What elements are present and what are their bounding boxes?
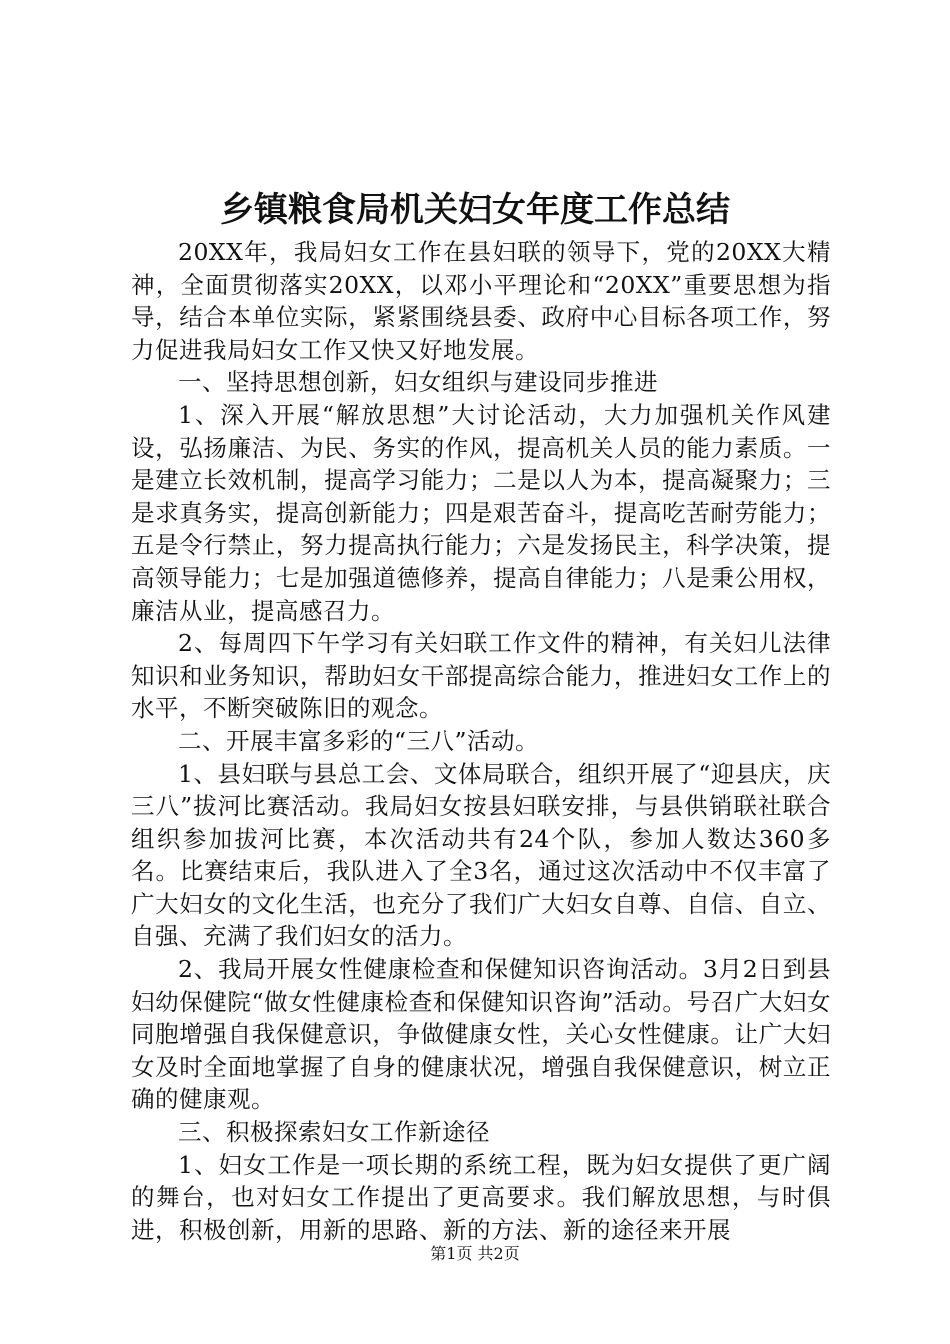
document-title: 乡镇粮食局机关妇女年度工作总结 xyxy=(220,190,730,230)
section-heading: 二、开展丰富多彩的“三八”活动。 xyxy=(178,726,540,755)
body-paragraph: 1、深入开展“解放思想”大讨论活动，大力加强机关作风建设，弘扬廉洁、为民、务实的作风，提高机关人员的能力素质。一是建立长效机制，提高学习能力；二是以人为本，提高凝聚力；三是求真务实，提高创新能力；四是艰苦奋斗，提高吃苦耐劳能力；五是令行禁止，努力提高执行能力；六是发扬民主，科学决策，提高领导能力；七是加强道德修养，提高自律能力；八是秉公用权，廉洁从业，提高感召力。 xyxy=(131,400,831,625)
document-body xyxy=(131,236,831,1246)
body-paragraph: 1、妇女工作是一项长期的系统工程，既为妇女提供了更广阔的舞台，也对妇女工作提出了更高要求。我们解放思想，与时俱进，积极创新，用新的思路、新的方法、新的途径来开展 xyxy=(131,1150,831,1244)
section-heading: 一、坚持思想创新，妇女组织与建设同步推进 xyxy=(178,368,658,397)
body-paragraph: 2、每周四下午学习有关妇联工作文件的精神，有关妇儿法律知识和业务知识，帮助妇女干部提高综合能力，推进妇女工作上的水平，不断突破陈旧的观念。 xyxy=(131,629,831,723)
section-heading: 三、积极探索妇女工作新途径 xyxy=(178,1118,490,1147)
body-paragraph: 2、我局开展女性健康检查和保健知识咨询活动。3月2日到县妇幼保健院“做女性健康检查和保健知识咨询”活动。号召广大妇女同胞增强自我保健意识，争做健康女性，关心女性健康。让广大妇女及时全面地掌握了自身的健康状况，增强自我保健意识，树立正确的健康观。 xyxy=(131,955,831,1114)
body-paragraph: 1、县妇联与县总工会、文体局联合，组织开展了“迎县庆，庆三八”拔河比赛活动。我局妇女按县妇联安排，与县供销联社联合组织参加拔河比赛，本次活动共有24个队，参加人数达360多名。比赛结束后，我队进入了全3名，通过这次活动中不仅丰富了广大妇女的文化生活，也充分了我们广大妇女自尊、自信、自立、自强、充满了我们妇女的活力。 xyxy=(131,759,831,951)
body-paragraph: 20XX年，我局妇女工作在县妇联的领导下，党的20XX大精神，全面贯彻落实20XX，以邓小平理论和“20XX”重要思想为指导，结合本单位实际，紧紧围绕县委、政府中心目标各项工作，努力促进我局妇女工作又快又好地发展。 xyxy=(131,238,831,364)
page-footer: 第1页 共2页 xyxy=(430,1244,520,1263)
